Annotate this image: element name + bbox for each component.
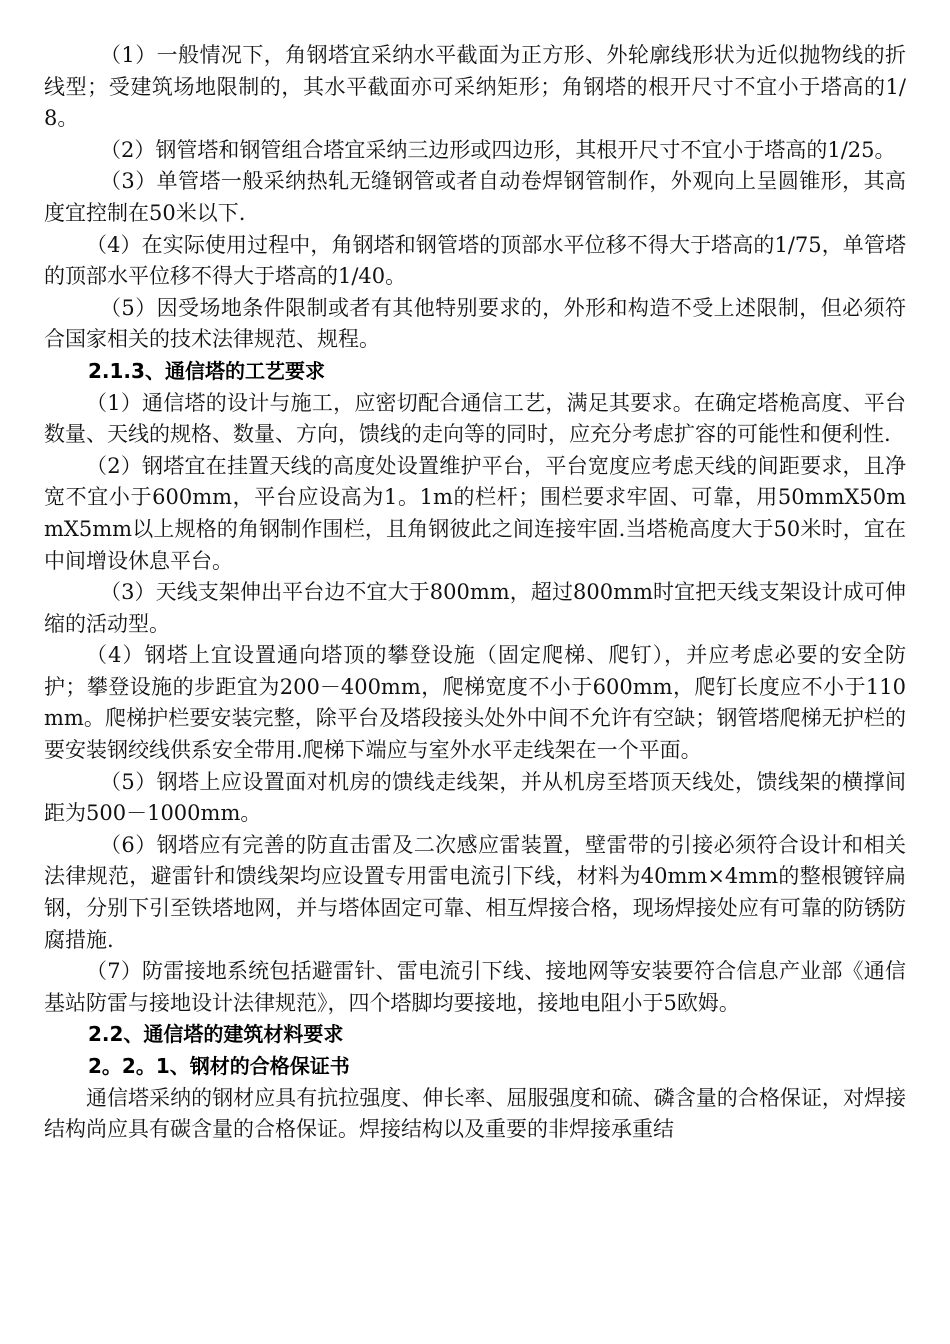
- paragraph-process-design: （1）通信塔的设计与施工，应密切配合通信工艺，满足其要求。在确定塔桅高度、平台数量、天线的规格、数量、方向，馈线的走向等的同时，应充分考虑扩容的可能性和便利性.: [44, 390, 906, 447]
- section-heading-2-1-3: 2.1.3、通信塔的工艺要求: [88, 358, 325, 383]
- paragraph-antenna-bracket: （3）天线支架伸出平台边不宜大于800mm，超过800mm时宜把天线支架设计成可伸缩的活动型。: [44, 580, 906, 636]
- paragraph-monopole-tower: （3）单管塔一般采纳热轧无缝钢管或者自动卷焊钢管制作，外观向上呈圆锥形，其高度宜控制在50米以下.: [44, 169, 906, 225]
- paragraph-steel-certificate: 通信塔采纳的钢材应具有抗拉强度、伸长率、屈服强度和硫、磷含量的合格保证，对焊接结构尚应具有碳含量的合格保证。焊接结构以及重要的非焊接承重结: [44, 1085, 906, 1142]
- paragraph-steel-tube-tower: （2）钢管塔和钢管组合塔宜采纳三边形或四边形，其根开尺寸不宜小于塔高的1/25。: [100, 137, 896, 162]
- paragraph-grounding-system: （7）防雷接地系统包括避雷针、雷电流引下线、接地网等安装要符合信息产业部《通信基站防雷与接地设计法律规范》，四个塔脚均要接地，接地电阻小于5欧姆。: [44, 959, 906, 1015]
- paragraph-climbing-facility: （4）钢塔上宜设置通向塔顶的攀登设施（固定爬梯、爬钉），并应考虑必要的安全防护；攀登设施的步距宜为200－400mm，爬梯宽度不小于600mm，爬钉长度应不小于110mm。爬梯护栏要安装完整，除平台及塔段接头处外中间不允许有空缺；钢管塔爬梯无护栏的要安装钢绞线供系安全带用.爬梯下端应与室外水平走线架在一个平面。: [44, 643, 906, 763]
- paragraph-maintenance-platform: （2）钢塔宜在挂置天线的高度处设置维护平台，平台宽度应考虑天线的间距要求，且净宽不宜小于600mm，平台应设高为1。1m的栏杆；围栏要求牢固、可靠，用50mmX50mmX5mm以上规格的角钢制作围栏，且角钢彼此之间连接牢固.当塔桅高度大于50米时，宜在中间增设休息平台。: [44, 453, 906, 573]
- paragraph-displacement-limit: （4）在实际使用过程中，角钢塔和钢管塔的顶部水平位移不得大于塔高的1/75，单管塔的顶部水平位移不得大于塔高的1/40。: [44, 232, 906, 289]
- section-heading-2-2-1: 2。2。1、钢材的合格保证书: [88, 1054, 350, 1078]
- paragraph-site-limitation: （5）因受场地条件限制或者有其他特别要求的，外形和构造不受上述限制，但必须符合国家相关的技术法律规范、规程。: [44, 295, 906, 352]
- section-heading-2-2: 2.2、通信塔的建筑材料要求: [88, 1022, 344, 1047]
- paragraph-feeder-rack: （5）钢塔上应设置面对机房的馈线走线架，并从机房至塔顶天线处，馈线架的横撑间距为500－1000mm。: [44, 769, 906, 826]
- document-page: [44, 40, 906, 1146]
- paragraph-lightning-protection: （6）钢塔应有完善的防直击雷及二次感应雷装置，壁雷带的引接必须符合设计和相关法律规范，避雷针和馈线架均应设置专用雷电流引下线，材料为40mm×4mm的整根镀锌扁钢，分别下引至铁塔地网，并与塔体固定可靠、相互焊接合格，现场焊接处应有可靠的防锈防腐措施.: [44, 832, 906, 952]
- paragraph-angle-tower: （1）一般情况下，角钢塔宜采纳水平截面为正方形、外轮廓线形状为近似抛物线的折线型；受建筑场地限制的，其水平截面亦可采纳矩形；角钢塔的根开尺寸不宜小于塔高的1/8。: [44, 43, 906, 131]
